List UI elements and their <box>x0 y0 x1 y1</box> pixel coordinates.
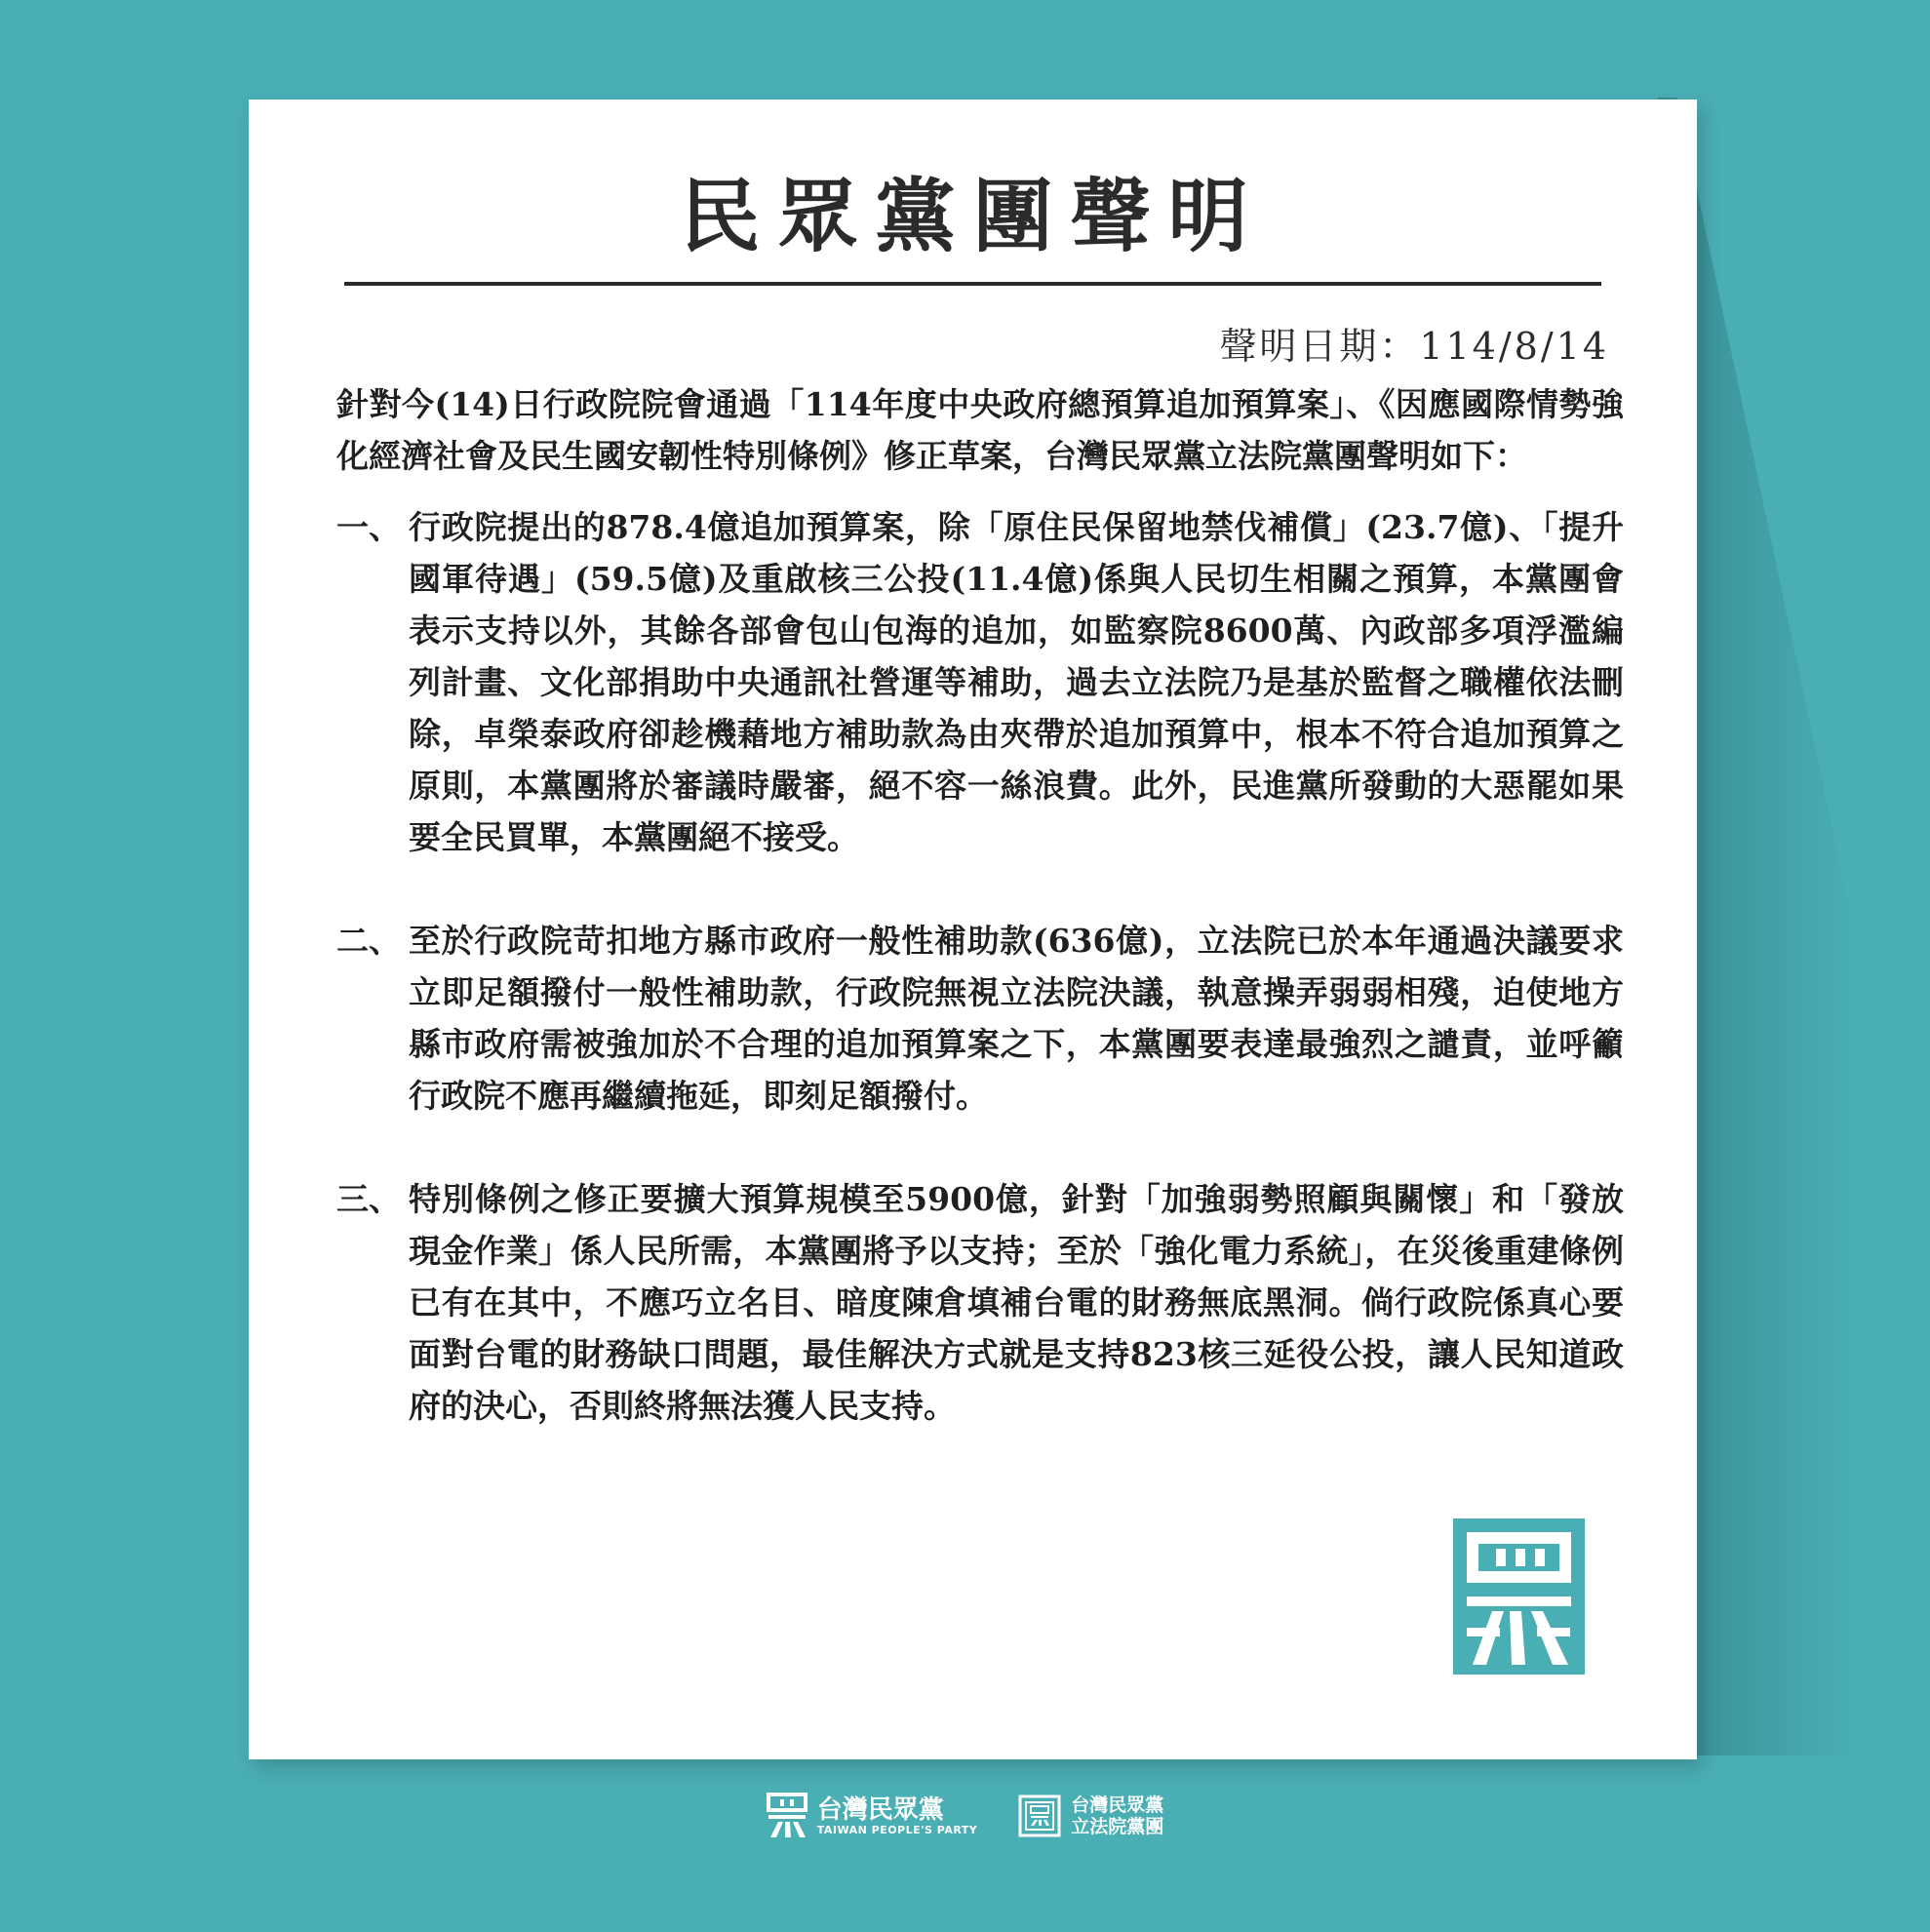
tpp-logo-stamp-icon <box>1453 1518 1585 1675</box>
caucus-footer-logo <box>1018 1794 1163 1837</box>
item-text: 至於行政院苛扣地方縣市政府一般性補助款(636億)，立法院已於本年通過決議要求立即足額撥付一般性補助款，行政院無視立法院決議，執意操弄弱弱相殘，迫使地方縣市政府需被強加於不合理的追加預算案之下，本黨團要表達最強烈之譴責，並呼籲行政院不應再繼續拖延，即刻足額撥付。 <box>409 922 1624 1115</box>
caucus-name-line2: 立法院黨團 <box>1071 1816 1164 1837</box>
caucus-logo-icon <box>1018 1794 1061 1837</box>
caucus-name-line1: 台灣民眾黨 <box>1071 1794 1164 1816</box>
tpp-footer-logo <box>767 1793 978 1839</box>
list-item <box>336 1173 1624 1432</box>
title-divider <box>344 282 1601 286</box>
item-number: 一、 <box>336 508 401 546</box>
statement-body <box>336 378 1624 1483</box>
party-name: 台灣民眾黨 <box>816 1794 944 1825</box>
tpp-logo-icon <box>767 1793 807 1839</box>
list-item <box>336 915 1624 1122</box>
party-english-name: TAIWAN PEOPLE'S PARTY <box>816 1823 978 1836</box>
item-number: 三、 <box>336 1180 401 1218</box>
intro-paragraph: 針對今(14)日行政院院會通過「114年度中央政府總預算追加預算案」、《因應國際情勢強化經濟社會及民生國安韌性特別條例》修正草案，台灣民眾黨立法院黨團聲明如下： <box>336 385 1624 475</box>
footer <box>0 1793 1930 1839</box>
item-text: 行政院提出的878.4億追加預算案，除「原住民保留地禁伐補償」(23.7億)、「提升國軍待遇」(59.5億)及重啟核三公投(11.4億)係與人民切生相關之預算，本黨團會表示支持以外，其餘各部會包山包海的追加，如監察院8600萬、內政部多項浮濫編列計畫、文化部捐助中央通訊社營運等補助，過去立法院乃是基於監督之職權依法刪除，卓榮泰政府卻趁機藉地方補助款為由夾帶於追加預算中，根本不符合追加預算之原則，本黨團將於審議時嚴審，絕不容一絲浪費。此外，民進黨所發動的大惡罷如果要全民買單，本黨團絕不接受。 <box>409 508 1624 856</box>
page-title: 民眾黨團聲明 <box>680 170 1266 263</box>
statement-paper <box>249 99 1697 1759</box>
item-text: 特別條例之修正要擴大預算規模至5900億，針對「加強弱勢照顧與關懷」和「發放現金作業」係人民所需，本黨團將予以支持；至於「強化電力系統」，在災後重建條例已有在其中，不應巧立名目、暗度陳倉填補台電的財務無底黑洞。倘行政院係真心要面對台電的財務缺口問題，最佳解決方式就是支持823核三延役公投，讓人民知道政府的決心，否則終將無法獲人民支持。 <box>409 1180 1624 1425</box>
list-item <box>336 501 1624 863</box>
item-number: 二、 <box>336 922 401 960</box>
statement-date: 聲明日期：114/8/14 <box>1219 325 1609 368</box>
